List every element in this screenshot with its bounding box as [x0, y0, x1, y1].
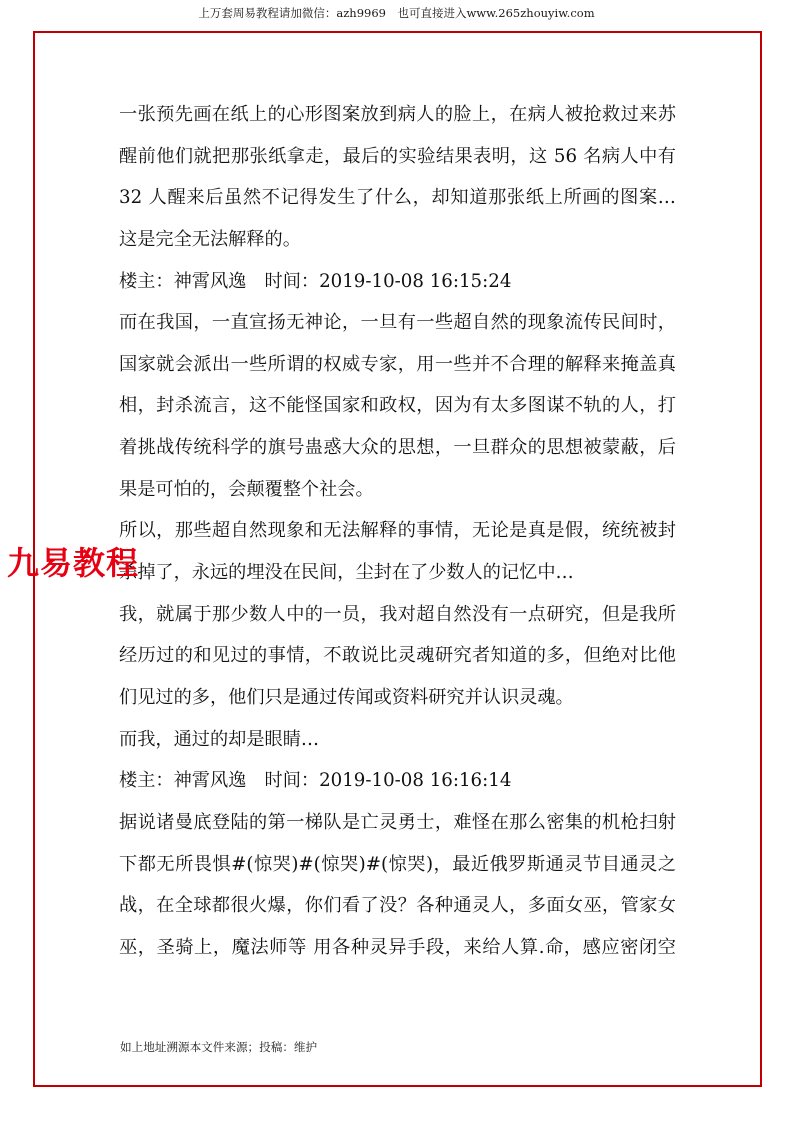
document-body: [119, 94, 676, 968]
text-line: 所以，那些超自然现象和无法解释的事情，无论是真是假，统统被封: [119, 520, 676, 542]
paragraph: [119, 302, 676, 510]
text-line: 下都无所畏惧#(惊哭)#(惊哭)#(惊哭)，最近俄罗斯通灵节目通灵之: [119, 853, 676, 875]
paragraph: [119, 802, 676, 969]
text-line: 巫，圣骑上，魔法师等 用各种灵异手段，来给人算.命，感应密闭空: [119, 936, 676, 958]
paragraph: [119, 261, 676, 303]
text-line: 楼主：神霄风逸 时间：2019-10-08 16:15:24: [119, 270, 512, 292]
text-line: 杀掉了，永远的埋没在民间，尘封在了少数人的记忆中…: [119, 562, 574, 584]
paragraph: [119, 719, 676, 761]
text-line: 这是完全无法解释的。: [119, 228, 301, 250]
paragraph: [119, 510, 676, 593]
text-line: 我，就属于那少数人中的一员，我对超自然没有一点研究，但是我所: [119, 603, 676, 625]
text-line: 着挑战传统科学的旗号蛊惑大众的思想，一旦群众的思想被蒙蔽，后: [119, 437, 676, 459]
text-line: 楼主：神霄风逸 时间：2019-10-08 16:16:14: [119, 770, 512, 792]
paragraph: [119, 760, 676, 802]
text-line: 经历过的和见过的事情，不敢说比灵魂研究者知道的多，但绝对比他: [119, 645, 676, 667]
paragraph: [119, 594, 676, 719]
text-line: 而在我国，一直宣扬无神论，一旦有一些超自然的现象流传民间时，: [119, 312, 676, 334]
text-line: 醒前他们就把那张纸拿走，最后的实验结果表明，这 56 名病人中有: [119, 145, 676, 167]
text-line: 们见过的多，他们只是通过传闻或资料研究并认识灵魂。: [119, 686, 574, 708]
text-line: 相，封杀流言，这不能怪国家和政权，因为有太多图谋不轨的人，打: [119, 395, 676, 417]
text-line: 一张预先画在纸上的心形图案放到病人的脸上，在病人被抢救过来苏: [119, 104, 676, 125]
text-line: 国家就会派出一些所谓的权威专家，用一些并不合理的解释来掩盖真: [119, 353, 676, 375]
text-line: 据说诸曼底登陆的第一梯队是亡灵勇士，难怪在那么密集的机枪扫射: [119, 811, 676, 833]
page-footer: 如上地址溯源本文件来源；投稿：维护: [120, 1040, 318, 1054]
page-header: 上万套周易教程请加微信：azh9969 也可直接进入www.265zhouyiw.com: [198, 6, 595, 20]
text-line: 32 人醒来后虽然不记得发生了什么，却知道那张纸上所画的图案…: [119, 187, 676, 209]
text-line: 战，在全球都很火爆，你们看了没？各种通灵人，多面女巫，管家女: [119, 895, 676, 917]
text-line: 果是可怕的，会颠覆整个社会。: [119, 478, 374, 500]
paragraph: [119, 94, 676, 261]
text-line: 而我，通过的却是眼睛…: [119, 728, 320, 750]
watermark-logo: 九易教程: [7, 544, 140, 582]
